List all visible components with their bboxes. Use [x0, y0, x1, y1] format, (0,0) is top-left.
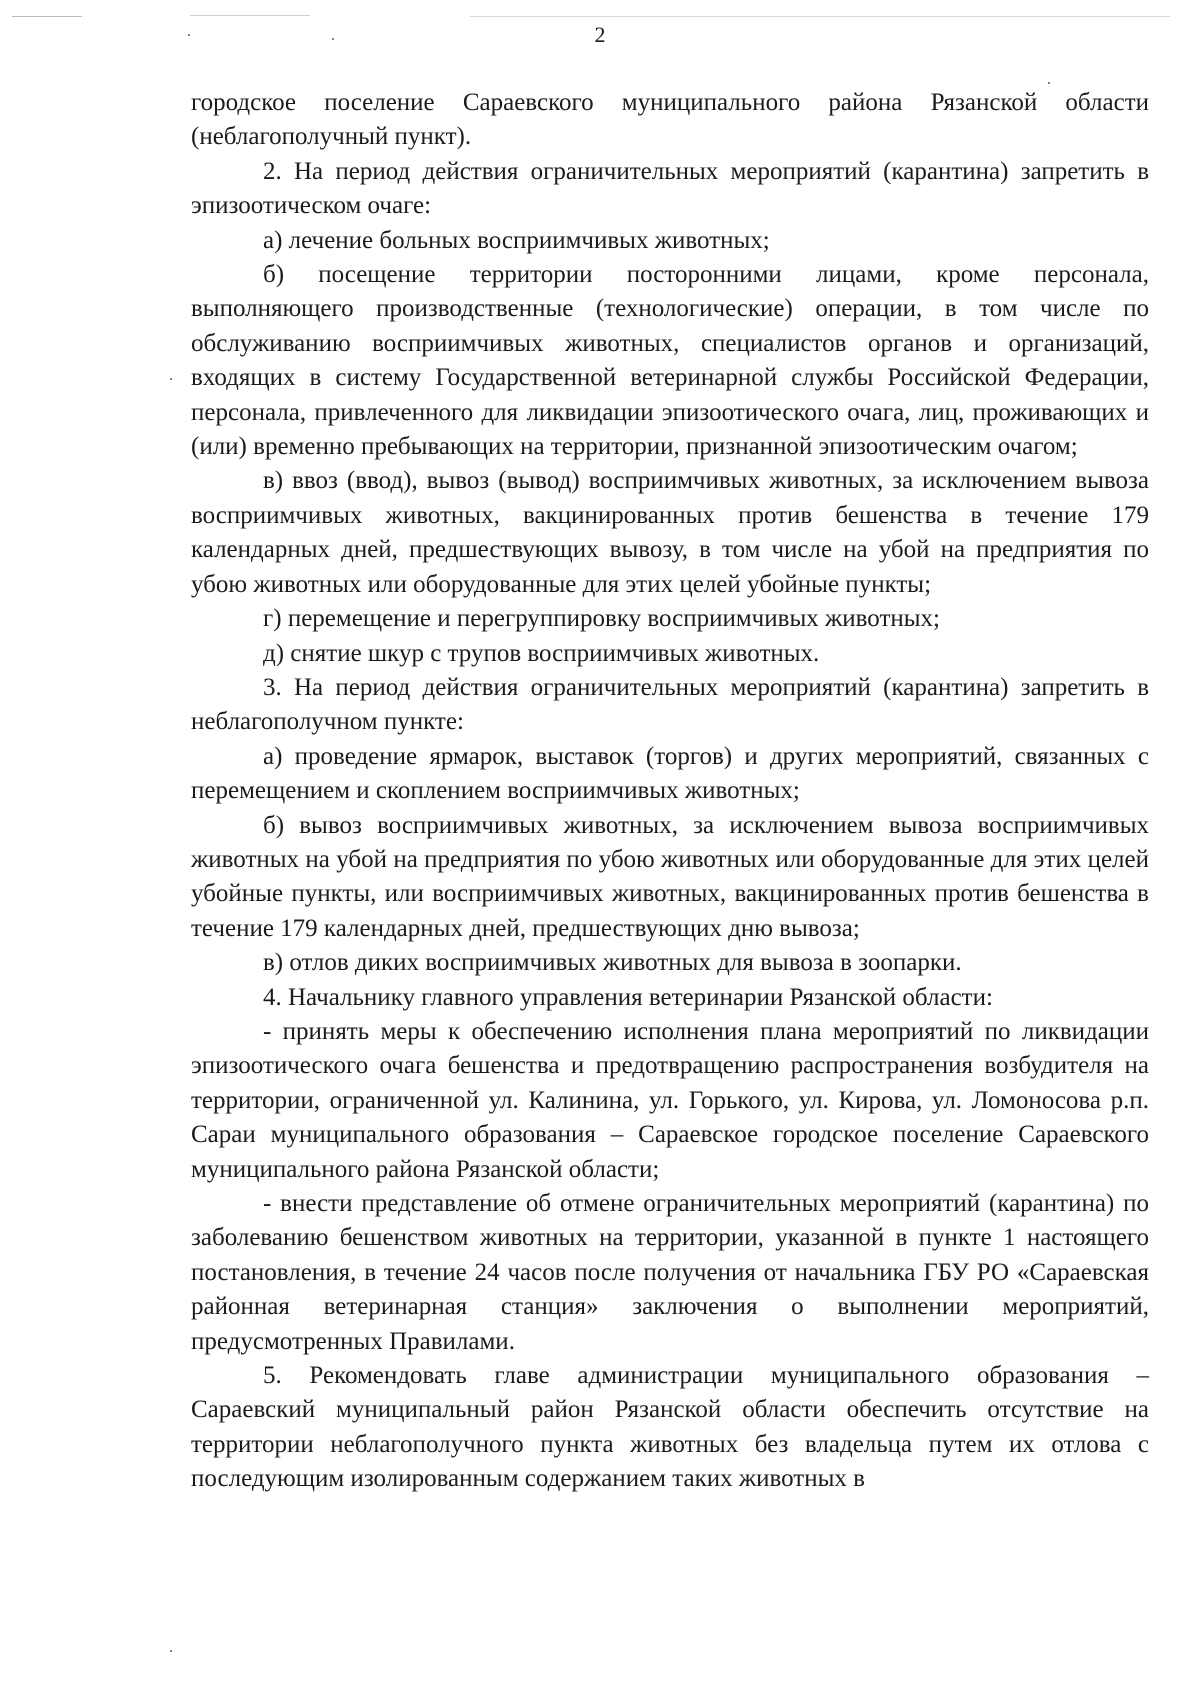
paragraph-item-2a: а) лечение больных восприимчивых животных; — [263, 226, 770, 254]
paragraph-item-3v: в) отлов диких восприимчивых животных для вывоза в зоопарки. — [263, 949, 962, 977]
paragraph-item-5: 5. Рекомендовать главе администрации муниципального образования – Сараевский муниципальный район Рязанской области обеспечить отсутствие на территории неблагополучного пункта животных без владельца путем их отлова с последующим изолированным содержанием таких животных в — [191, 1362, 1149, 1493]
scan-edge-mark — [470, 16, 1170, 17]
scan-edge-mark — [190, 15, 310, 16]
scan-speck — [170, 1650, 172, 1652]
paragraph-item-2b: б) посещение территории посторонними лицами, кроме персонала, выполняющего производственные (технологические) операции, в том числе по обслуживанию восприимчивых животных, специалистов органов и организаций, входящих в систему Государственной ветеринарной службы Российской Федерации, персонала, привлеченного для ликвидации эпизоотического очага, лиц, проживающих и (или) временно пребывающих на территории, признанной эпизоотическим очагом; — [191, 261, 1149, 461]
paragraph-item-2v: в) ввоз (ввод), вывоз (вывод) восприимчивых животных, за исключением вывоза восприимчивых животных, вакцинированных против бешенства в течение 179 календарных дней, предшествующих вывозу, в том числе на убой на предприятия по убою животных или оборудованные для этих целей убойные пункты; — [191, 467, 1149, 598]
paragraph-item-4-dash-1: - принять меры к обеспечению исполнения плана мероприятий по ликвидации эпизоотического очага бешенства и предотвращению распространения возбудителя на территории, ограниченной ул. Калинина, ул. Горького, ул. Кирова, ул. Ломоносова р.п. Сараи муниципального образования – Сараевское городское поселение Сараевского муниципального района Рязанской области; — [191, 1017, 1149, 1183]
paragraph-item-4: 4. Начальнику главного управления ветеринарии Рязанской области: — [263, 983, 993, 1011]
scan-edge-mark — [12, 16, 82, 17]
scan-speck — [1048, 82, 1050, 84]
document-body — [191, 86, 1149, 1497]
paragraph-item-2d: д) снятие шкур с трупов восприимчивых животных. — [263, 639, 820, 667]
paragraph-item-3: 3. На период действия ограничительных мероприятий (карантина) запретить в неблагополучном пункте: — [191, 673, 1149, 736]
paragraph-continuation: городское поселение Сараевского муниципального района Рязанской области (неблагополучный пункт). — [191, 89, 1149, 151]
paragraph-item-3b: б) вывоз восприимчивых животных, за исключением вывоза восприимчивых животных на убой на предприятия по убою животных или оборудованные для этих целей убойные пункты, или восприимчивых животных, вакцинированных против бешенства в течение 179 календарных дней, предшествующих дню вывоза; — [191, 811, 1149, 942]
paragraph-item-4-dash-2: - внести представление об отмене ограничительных мероприятий (карантина) по заболеванию бешенством животных на территории, указанной в пункте 1 настоящего постановления, в течение 24 часов после получения от начальника ГБУ РО «Сараевская районная ветеринарная станция» заключения о выполнении мероприятий, предусмотренных Правилами. — [191, 1190, 1149, 1355]
paragraph-item-3a: а) проведение ярмарок, выставок (торгов) и других мероприятий, связанных с перемещением и скоплением восприимчивых животных; — [191, 742, 1149, 805]
scan-speck — [170, 378, 172, 380]
paragraph-item-2g: г) перемещение и перегруппировку восприимчивых животных; — [263, 605, 940, 633]
page-number: 2 — [594, 22, 606, 47]
paragraph-item-2: 2. На период действия ограничительных мероприятий (карантина) запретить в эпизоотическом очаге: — [191, 157, 1149, 220]
